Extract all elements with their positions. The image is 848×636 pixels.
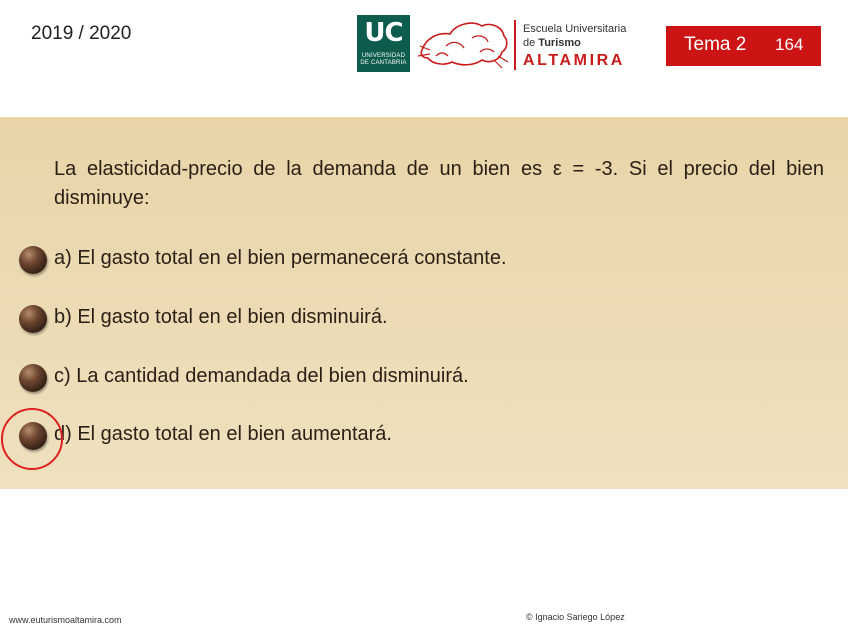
uc-logo-subtext bbox=[357, 53, 410, 67]
uc-logo-subtext-1: UNIVERSIDAD bbox=[361, 53, 406, 59]
tema-badge bbox=[666, 26, 821, 66]
footer-copyright: © Ignacio Sariego López bbox=[526, 612, 625, 622]
option-b[interactable] bbox=[0, 302, 848, 336]
question-text: La elasticidad-precio de la demanda de un bien es ε = -3. Si el precio del bien disminuye: bbox=[54, 158, 824, 209]
option-label: c) La cantidad demandada del bien disminuirá. bbox=[54, 365, 469, 387]
sphere-bullet-icon bbox=[19, 246, 47, 274]
footer-website[interactable]: www.euturismoaltamira.com bbox=[9, 615, 122, 625]
sphere-bullet-icon bbox=[19, 305, 47, 333]
bison-logo-icon bbox=[416, 16, 512, 72]
uc-logo-text: UC bbox=[364, 18, 403, 48]
option-d[interactable] bbox=[0, 419, 848, 453]
school-divider bbox=[514, 20, 516, 70]
sphere-bullet-icon bbox=[19, 364, 47, 392]
page-number: 164 bbox=[775, 35, 804, 54]
option-c[interactable] bbox=[0, 361, 848, 395]
option-label: a) El gasto total en el bien permanecerá constante. bbox=[54, 247, 507, 269]
year-label: 2019 / 2020 bbox=[31, 23, 132, 44]
school-name-line1: Escuela Universitaria bbox=[523, 23, 627, 35]
option-label: d) El gasto total en el bien aumentará. bbox=[54, 423, 392, 445]
uc-logo-subtext-2: DE CANTABRIA bbox=[360, 60, 407, 66]
school-name-prefix: de bbox=[523, 37, 539, 49]
option-a[interactable] bbox=[0, 243, 848, 277]
school-name-altamira: ALTAMIRA bbox=[523, 52, 625, 69]
school-name-line2 bbox=[523, 37, 581, 49]
option-label: b) El gasto total en el bien disminuirá. bbox=[54, 306, 388, 328]
uc-logo bbox=[357, 15, 410, 72]
school-name-bold: Turismo bbox=[538, 37, 581, 49]
tema-label: Tema 2 bbox=[684, 34, 747, 55]
selected-answer-circle bbox=[1, 408, 63, 470]
